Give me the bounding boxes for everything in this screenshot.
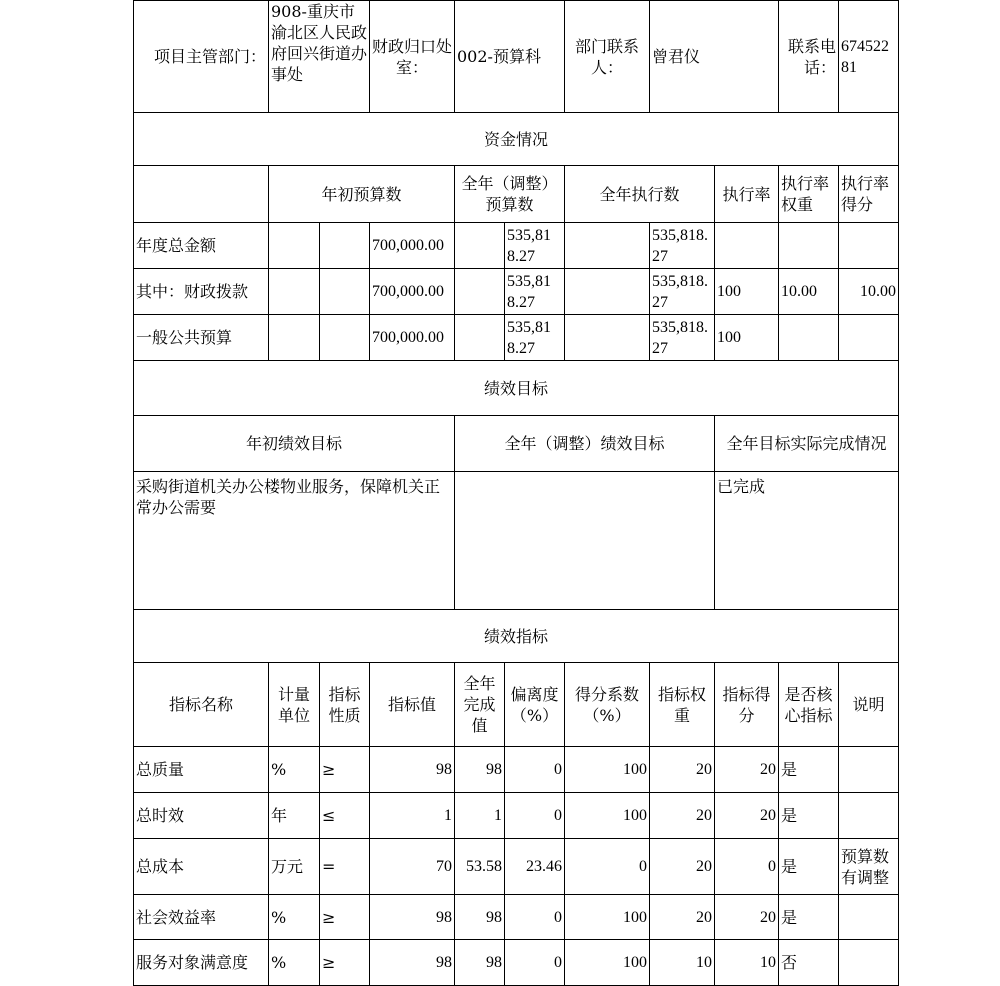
funds-row-score <box>839 315 899 361</box>
funds-row-weight <box>779 223 839 269</box>
goals-col-actual: 全年目标实际完成情况 <box>715 416 899 472</box>
funds-row-score <box>839 223 899 269</box>
funds-col-score: 执行率得分 <box>839 166 899 223</box>
ind-deviation: 0 <box>505 747 565 793</box>
funds-row-name: 其中：财政拨款 <box>134 269 269 315</box>
ind-weight: 10 <box>650 940 715 986</box>
funds-row-score: 10.00 <box>839 269 899 315</box>
funds-row-rate <box>715 223 779 269</box>
ind-col-note: 说明 <box>839 663 899 747</box>
ind-score: 10 <box>715 940 779 986</box>
ind-name: 总质量 <box>134 747 269 793</box>
dept-label: 项目主管部门： <box>134 1 269 113</box>
ind-name: 社会效益率 <box>134 895 269 940</box>
ind-note <box>839 793 899 839</box>
goals-adjusted-text <box>455 472 715 610</box>
ind-col-name: 指标名称 <box>134 663 269 747</box>
ind-nature: ≥ <box>320 895 370 940</box>
funds-row-adjusted: 535,818.27 <box>505 315 565 361</box>
ind-unit: 万元 <box>269 839 320 895</box>
ind-deviation: 0 <box>505 793 565 839</box>
funds-col-adjusted: 全年（调整）预算数 <box>455 166 565 223</box>
ind-note <box>839 895 899 940</box>
indicator-row <box>134 747 899 793</box>
dept-value: 908-重庆市渝北区人民政府回兴街道办事处 <box>269 1 370 113</box>
ind-note <box>839 747 899 793</box>
funds-row-budget: 700,000.00 <box>370 269 455 315</box>
funds-col-weight: 执行率权重 <box>779 166 839 223</box>
ind-nature: ≥ <box>320 747 370 793</box>
contact-label: 部门联系人： <box>565 1 650 113</box>
goals-section-title: 绩效目标 <box>134 361 899 416</box>
ind-col-weight: 指标权重 <box>650 663 715 747</box>
ind-col-nature: 指标性质 <box>320 663 370 747</box>
ind-score: 20 <box>715 895 779 940</box>
phone-label: 联系电话： <box>779 1 839 113</box>
ind-col-coef: 得分系数（%） <box>565 663 650 747</box>
funds-col-executed: 全年执行数 <box>565 166 715 223</box>
funds-row-executed: 535,818.27 <box>650 223 715 269</box>
ind-value: 98 <box>370 747 455 793</box>
ind-core: 是 <box>779 793 839 839</box>
ind-note: 预算数有调整 <box>839 839 899 895</box>
funds-row-rate: 100 <box>715 269 779 315</box>
ind-core: 否 <box>779 940 839 986</box>
ind-col-done: 全年完成值 <box>455 663 505 747</box>
contact-value: 曾君仪 <box>650 1 779 113</box>
funds-section-title: 资金情况 <box>134 113 899 166</box>
ind-coef: 0 <box>565 839 650 895</box>
ind-done: 98 <box>455 940 505 986</box>
ind-nature: ≥ <box>320 940 370 986</box>
ind-core: 是 <box>779 895 839 940</box>
funds-row-executed: 535,818.27 <box>650 269 715 315</box>
indicator-row <box>134 839 899 895</box>
funds-row-executed: 535,818.27 <box>650 315 715 361</box>
ind-weight: 20 <box>650 747 715 793</box>
ind-col-value: 指标值 <box>370 663 455 747</box>
funds-row-weight <box>779 315 839 361</box>
indicator-row <box>134 895 899 940</box>
funds-row-rate: 100 <box>715 315 779 361</box>
phone-value: 67452281 <box>839 1 899 113</box>
indicators-section-title: 绩效指标 <box>134 610 899 663</box>
ind-deviation: 0 <box>505 895 565 940</box>
funds-row <box>134 223 899 269</box>
funds-row-adjusted: 535,818.27 <box>505 269 565 315</box>
ind-coef: 100 <box>565 895 650 940</box>
funds-header-blank <box>134 166 269 223</box>
ind-unit: % <box>269 747 320 793</box>
ind-name: 总成本 <box>134 839 269 895</box>
header-row <box>134 1 899 113</box>
funds-row-name: 一般公共预算 <box>134 315 269 361</box>
ind-weight: 20 <box>650 793 715 839</box>
funds-row-budget: 700,000.00 <box>370 223 455 269</box>
ind-value: 98 <box>370 940 455 986</box>
ind-coef: 100 <box>565 793 650 839</box>
ind-coef: 100 <box>565 747 650 793</box>
ind-deviation: 0 <box>505 940 565 986</box>
ind-col-deviation: 偏离度（%） <box>505 663 565 747</box>
ind-value: 98 <box>370 895 455 940</box>
goals-actual-text: 已完成 <box>715 472 899 610</box>
goals-content-row <box>134 472 899 610</box>
ind-unit: 年 <box>269 793 320 839</box>
ind-col-score: 指标得分 <box>715 663 779 747</box>
goals-initial-text: 采购街道机关办公楼物业服务，保障机关正常办公需要 <box>134 472 455 610</box>
ind-nature: = <box>320 839 370 895</box>
funds-row-adjusted: 535,818.27 <box>505 223 565 269</box>
ind-weight: 20 <box>650 839 715 895</box>
funds-col-budget: 年初预算数 <box>269 166 455 223</box>
ind-weight: 20 <box>650 895 715 940</box>
ind-unit: % <box>269 940 320 986</box>
funds-col-rate: 执行率 <box>715 166 779 223</box>
ind-nature: ≤ <box>320 793 370 839</box>
performance-table <box>133 0 899 986</box>
goals-col-initial: 年初绩效目标 <box>134 416 455 472</box>
indicator-row <box>134 940 899 986</box>
ind-score: 20 <box>715 793 779 839</box>
funds-row-name: 年度总金额 <box>134 223 269 269</box>
ind-name: 总时效 <box>134 793 269 839</box>
ind-col-core: 是否核心指标 <box>779 663 839 747</box>
indicators-header-row <box>134 663 899 747</box>
ind-unit: % <box>269 895 320 940</box>
ind-done: 1 <box>455 793 505 839</box>
ind-done: 98 <box>455 747 505 793</box>
ind-coef: 100 <box>565 940 650 986</box>
ind-core: 是 <box>779 747 839 793</box>
funds-header-row <box>134 166 899 223</box>
ind-core: 是 <box>779 839 839 895</box>
goals-col-adjusted: 全年（调整）绩效目标 <box>455 416 715 472</box>
finance-label: 财政归口处室： <box>370 1 455 113</box>
ind-score: 20 <box>715 747 779 793</box>
ind-done: 53.58 <box>455 839 505 895</box>
indicator-row <box>134 793 899 839</box>
ind-value: 1 <box>370 793 455 839</box>
ind-note <box>839 940 899 986</box>
goals-header-row <box>134 416 899 472</box>
ind-done: 98 <box>455 895 505 940</box>
funds-row-budget: 700,000.00 <box>370 315 455 361</box>
ind-name: 服务对象满意度 <box>134 940 269 986</box>
funds-row-weight: 10.00 <box>779 269 839 315</box>
funds-row <box>134 269 899 315</box>
ind-score: 0 <box>715 839 779 895</box>
funds-row <box>134 315 899 361</box>
ind-value: 70 <box>370 839 455 895</box>
ind-col-unit: 计量单位 <box>269 663 320 747</box>
ind-deviation: 23.46 <box>505 839 565 895</box>
finance-value: 002-预算科 <box>455 1 565 113</box>
